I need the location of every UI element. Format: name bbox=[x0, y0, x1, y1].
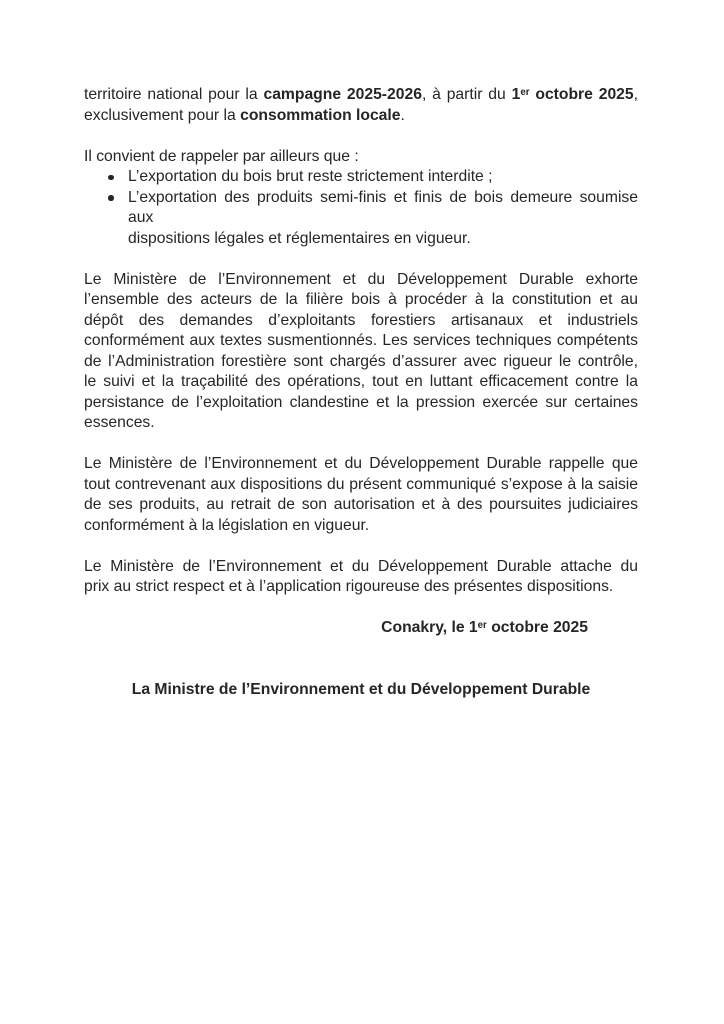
bullet-item bbox=[84, 167, 638, 188]
text-line: L’exportation du bois brut reste strictement interdite ; bbox=[128, 168, 493, 185]
text-line: le suivi et la traçabilité des opérations, tout en luttant efficacement contre la bbox=[84, 373, 638, 390]
text-line: L’exportation des produits semi-finis et finis de bois demeure soumise aux bbox=[128, 188, 638, 226]
reminder-lead bbox=[84, 147, 638, 168]
text-line: persistance de l’exploitation clandestine et la pression exercée sur certaines bbox=[84, 393, 638, 411]
text-line: essences. bbox=[84, 414, 155, 431]
bullet-item bbox=[84, 188, 638, 250]
text-line: conformément aux textes susmentionnés. Les services techniques compétents bbox=[84, 332, 638, 349]
text-line: dépôt des demandes d’exploitants forestiers artisanaux et industriels bbox=[84, 311, 638, 329]
exhortation-paragraph bbox=[84, 270, 638, 434]
text-line: l’ensemble des acteurs de la filière bois à procéder à la constitution et au bbox=[84, 291, 638, 308]
intro-paragraph bbox=[84, 85, 638, 126]
reminder-list bbox=[84, 167, 638, 249]
text-line: prix au strict respect et à l’application rigoureuse des présentes dispositions. bbox=[84, 578, 614, 595]
text-line: Le Ministère de l’Environnement et du Développement Durable attache du bbox=[84, 557, 638, 575]
text-line: Le Ministère de l’Environnement et du Développement Durable rappelle que bbox=[84, 455, 638, 472]
document-body bbox=[84, 85, 638, 700]
text-line: Conakry, le 1er octobre 2025 bbox=[381, 619, 588, 636]
sanctions-paragraph bbox=[84, 454, 638, 536]
text-line: territoire national pour la campagne 2025-2026, à partir du 1er octobre 2025, bbox=[84, 86, 638, 103]
text-line: Il convient de rappeler par ailleurs que : bbox=[84, 147, 359, 165]
dateline bbox=[84, 618, 638, 639]
text-line: La Ministre de l’Environnement et du Développement Durable bbox=[131, 680, 591, 698]
text-line: exclusivement pour la consommation locale. bbox=[84, 106, 405, 124]
text-line: de l’Administration forestière sont chargés d’assurer avec rigueur le contrôle, bbox=[84, 352, 638, 370]
text-line: dispositions légales et réglementaires en vigueur. bbox=[128, 229, 471, 247]
bullet-dot-icon bbox=[108, 195, 114, 201]
text-line: Le Ministère de l’Environnement et du Développement Durable exhorte bbox=[84, 270, 638, 288]
text-line: conformément à la législation en vigueur. bbox=[84, 516, 370, 534]
signature-line bbox=[84, 680, 638, 701]
text-line: tout contrevenant aux dispositions du présent communiqué s’expose à la saisie bbox=[84, 475, 638, 493]
bullet-dot-icon bbox=[108, 175, 114, 181]
closing-paragraph bbox=[84, 557, 638, 598]
text-line: de ses produits, au retrait de son autorisation et à des poursuites judiciaires bbox=[84, 496, 638, 513]
